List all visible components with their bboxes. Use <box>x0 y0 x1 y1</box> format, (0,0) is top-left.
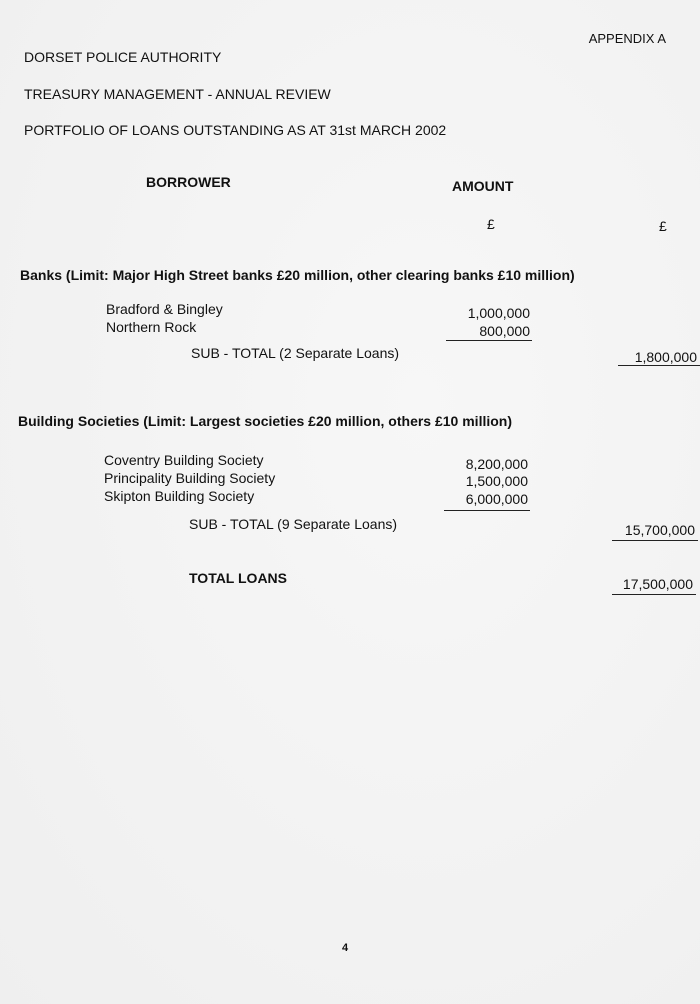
currency-symbol-total: £ <box>659 218 667 234</box>
subtotal-rule <box>612 540 698 541</box>
appendix-label: APPENDIX A <box>588 31 666 46</box>
table-row-name: Bradford & Bingley <box>106 301 223 317</box>
banks-subtotal-amount: 1,800,000 <box>634 349 697 365</box>
building-societies-subtotal-label: SUB - TOTAL (9 Separate Loans) <box>189 516 398 532</box>
total-rule <box>612 594 696 595</box>
table-row-amount: 1,500,000 <box>465 473 528 489</box>
table-row-amount: 6,000,000 <box>465 491 528 507</box>
table-row-name: Principality Building Society <box>104 470 276 486</box>
amount-column-header: AMOUNT <box>452 178 514 194</box>
subtotal-rule <box>446 340 532 341</box>
table-row-name: Skipton Building Society <box>104 488 255 504</box>
table-row-amount: 1,000,000 <box>467 305 530 321</box>
table-row-name: Coventry Building Society <box>104 452 264 468</box>
total-loans-amount: 17,500,000 <box>622 576 693 592</box>
page-number: 4 <box>342 942 349 954</box>
authority-title: DORSET POLICE AUTHORITY <box>24 49 222 65</box>
table-row-name: Northern Rock <box>106 319 197 335</box>
portfolio-title: PORTFOLIO OF LOANS OUTSTANDING AS AT 31st MARCH 2002 <box>24 122 447 138</box>
total-loans-label: TOTAL LOANS <box>189 570 287 586</box>
borrower-column-header: BORROWER <box>146 174 231 190</box>
building-societies-heading: Building Societies (Limit: Largest societies £20 million, others £10 million) <box>18 413 513 429</box>
subtotal-rule <box>618 365 700 366</box>
table-row-amount: 800,000 <box>479 323 530 339</box>
banks-subtotal-label: SUB - TOTAL (2 Separate Loans) <box>191 345 400 361</box>
subtotal-rule <box>444 510 530 511</box>
building-societies-subtotal-amount: 15,700,000 <box>624 522 695 538</box>
banks-heading: Banks (Limit: Major High Street banks £20 million, other clearing banks £10 million) <box>20 267 575 283</box>
table-row-amount: 8,200,000 <box>465 456 528 472</box>
currency-symbol-amount: £ <box>487 216 495 232</box>
review-title: TREASURY MANAGEMENT - ANNUAL REVIEW <box>24 86 331 102</box>
